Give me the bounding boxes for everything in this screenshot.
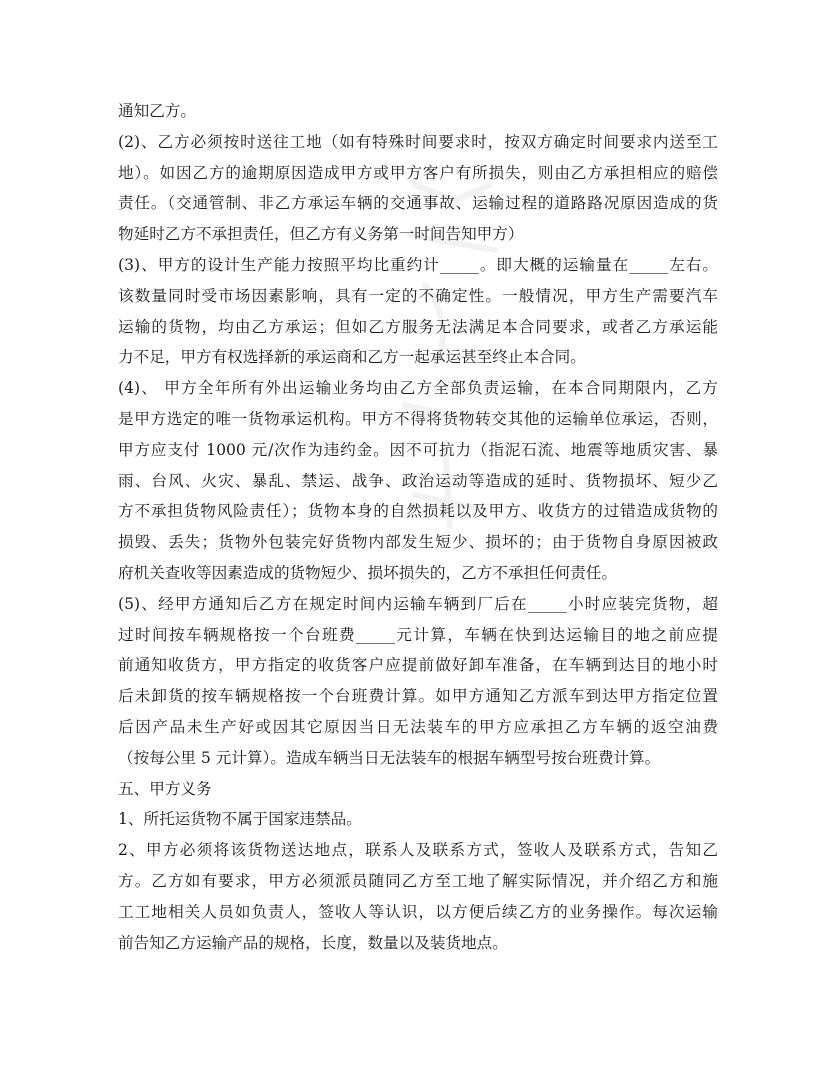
text-line: (2)、乙方必须按时送往工地（如有特殊时间要求时，按双方确定时间要求内送至工 bbox=[118, 132, 718, 151]
text-line: 工工地相关人员如负责人，签收人等认识，以方便后续乙方的业务操作。每次运输 bbox=[118, 902, 718, 921]
text-line: 甲方应支付 1000 元/次作为违约金。因不可抗力（指泥石流、地震等地质灾害、暴 bbox=[118, 440, 718, 459]
text-line: 雨、台风、火灾、暴乱、禁运、战争、政治运动等造成的延时、货物损坏、短少乙 bbox=[118, 471, 718, 490]
text-line: 方。乙方如有要求，甲方必须派员随同乙方至工地了解实际情况，并介绍乙方和施 bbox=[118, 871, 718, 890]
text-line: 物延时乙方不承担责任，但乙方有义务第一时间告知甲方） bbox=[118, 225, 524, 244]
text-line: 前通知收货方，甲方指定的收货客户应提前做好卸车准备，在车辆到达目的地小时 bbox=[118, 656, 718, 675]
text-line: (5)、经甲方通知后乙方在规定时间内运输车辆到厂后在_____小时应装完货物，超 bbox=[118, 594, 718, 613]
text-line: 方不承担货物风险责任）；货物本身的自然损耗以及甲方、收货方的过错造成货物的 bbox=[118, 502, 718, 521]
document-body bbox=[118, 96, 718, 958]
text-line: 责任。（交通管制、非乙方承运车辆的交通事故、运输过程的道路路况原因造成的货 bbox=[118, 194, 718, 213]
text-line: 过时间按车辆规格按一个台班费_____元计算，车辆在快到达运输目的地之前应提 bbox=[118, 625, 718, 644]
text-line: 该数量同时受市场因素影响，具有一定的不确定性。一般情况，甲方生产需要汽车 bbox=[118, 286, 718, 305]
text-line: 运输的货物，均由乙方承运；但如乙方服务无法满足本合同要求，或者乙方承运能 bbox=[118, 317, 718, 336]
text-line: 损毁、丢失；货物外包装完好货物内部发生短少、损坏的；由于货物自身原因被政 bbox=[118, 533, 718, 552]
text-line: 2、甲方必须将该货物送达地点，联系人及联系方式，签收人及联系方式，告知乙 bbox=[118, 841, 718, 860]
text-line: 后因产品未生产好或因其它原因当日无法装车的甲方应承担乙方车辆的返空油费 bbox=[118, 717, 718, 736]
text-line: 是甲方选定的唯一货物承运机构。甲方不得将货物转交其他的运输单位承运，否则， bbox=[118, 409, 718, 428]
text-line: (4)、 甲方全年所有外出运输业务均由乙方全部负责运输，在本合同期限内，乙方 bbox=[118, 379, 718, 398]
text-line: (3)、甲方的设计生产能力按照平均比重约计_____。即大概的运输量在_____左右。 bbox=[118, 255, 718, 274]
text-line: 通知乙方。 bbox=[118, 102, 196, 120]
text-line: 力不足，甲方有权选择新的承运商和乙方一起承运甚至终止本合同。 bbox=[118, 348, 586, 367]
text-line: 后未卸货的按车辆规格按一个台班费计算。如甲方通知乙方派车到达甲方指定位置 bbox=[118, 687, 718, 706]
text-line: 前告知乙方运输产品的规格，长度，数量以及装货地点。 bbox=[118, 933, 508, 952]
section-heading: 五、甲方义务 bbox=[118, 779, 212, 798]
text-line: （按每公里 5 元计算）。造成车辆当日无法装车的根据车辆型号按台班费计算。 bbox=[118, 748, 661, 767]
text-line: 1、所托运货物不属于国家违禁品。 bbox=[118, 810, 362, 829]
text-line: 府机关查收等因素造成的货物短少、损坏损失的，乙方不承担任何责任。 bbox=[118, 563, 618, 582]
text-line: 地）。如因乙方的逾期原因造成甲方或甲方客户有所损失，则由乙方承担相应的赔偿 bbox=[118, 163, 718, 182]
